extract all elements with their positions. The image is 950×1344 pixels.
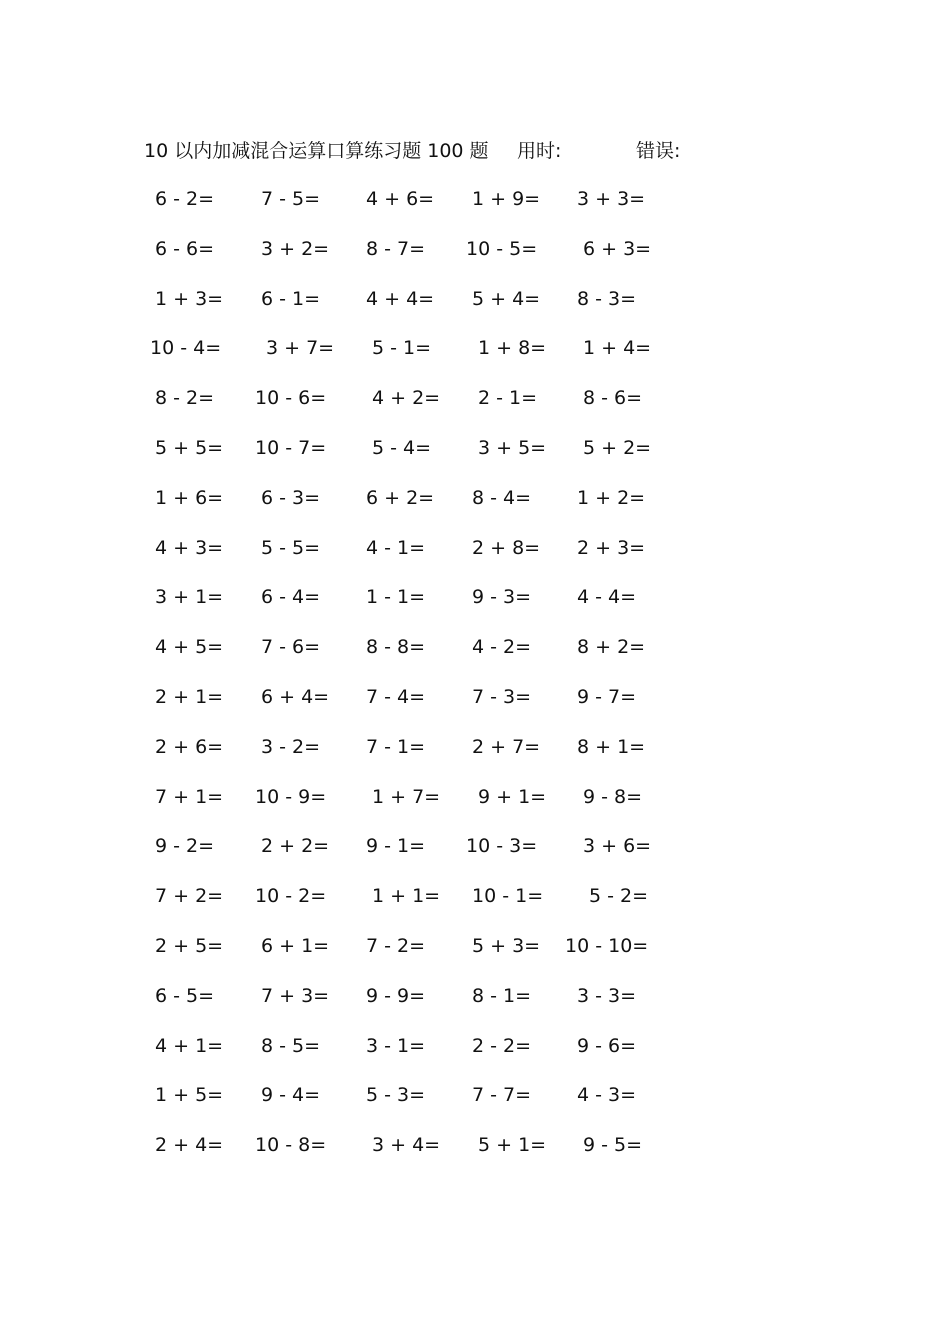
problem-r14-c5: 3 + 6= (583, 835, 652, 857)
problem-r2-c2: 3 + 2= (261, 238, 330, 260)
problem-r15-c5: 5 - 2= (589, 885, 649, 907)
problem-r2-c5: 6 + 3= (583, 238, 652, 260)
problem-r17-c2: 7 + 3= (261, 985, 330, 1007)
problem-r5-c3: 4 + 2= (372, 387, 441, 409)
problem-r11-c3: 7 - 4= (366, 686, 426, 708)
problem-r8-c1: 4 + 3= (155, 537, 224, 559)
problem-r10-c1: 4 + 5= (155, 636, 224, 658)
problem-r1-c5: 3 + 3= (577, 188, 646, 210)
problem-r18-c5: 9 - 6= (577, 1035, 637, 1057)
problem-r1-c2: 7 - 5= (261, 188, 321, 210)
problem-r12-c3: 7 - 1= (366, 736, 426, 758)
problem-r14-c1: 9 - 2= (155, 835, 215, 857)
problem-r20-c2: 10 - 8= (255, 1134, 327, 1156)
problem-r11-c4: 7 - 3= (472, 686, 532, 708)
problem-r1-c3: 4 + 6= (366, 188, 435, 210)
problem-r13-c4: 9 + 1= (478, 786, 547, 808)
problem-r3-c1: 1 + 3= (155, 288, 224, 310)
problem-r10-c4: 4 - 2= (472, 636, 532, 658)
problem-r5-c2: 10 - 6= (255, 387, 327, 409)
problem-r11-c5: 9 - 7= (577, 686, 637, 708)
problem-r17-c1: 6 - 5= (155, 985, 215, 1007)
problem-r14-c2: 2 + 2= (261, 835, 330, 857)
problem-r4-c1: 10 - 4= (150, 337, 222, 359)
problem-r2-c3: 8 - 7= (366, 238, 426, 260)
problem-r12-c4: 2 + 7= (472, 736, 541, 758)
problem-r9-c1: 3 + 1= (155, 586, 224, 608)
problem-r13-c2: 10 - 9= (255, 786, 327, 808)
problem-r13-c5: 9 - 8= (583, 786, 643, 808)
time-used-label: 用时: (517, 140, 562, 162)
problem-r7-c4: 8 - 4= (472, 487, 532, 509)
problem-r13-c3: 1 + 7= (372, 786, 441, 808)
problem-r3-c5: 8 - 3= (577, 288, 637, 310)
problem-r12-c1: 2 + 6= (155, 736, 224, 758)
problem-r17-c4: 8 - 1= (472, 985, 532, 1007)
problem-r13-c1: 7 + 1= (155, 786, 224, 808)
problem-r14-c3: 9 - 1= (366, 835, 426, 857)
problem-r5-c5: 8 - 6= (583, 387, 643, 409)
problem-r19-c3: 5 - 3= (366, 1084, 426, 1106)
problem-r6-c3: 5 - 4= (372, 437, 432, 459)
problem-r19-c2: 9 - 4= (261, 1084, 321, 1106)
problem-r4-c3: 5 - 1= (372, 337, 432, 359)
problem-r8-c2: 5 - 5= (261, 537, 321, 559)
problem-r18-c2: 8 - 5= (261, 1035, 321, 1057)
problem-r2-c1: 6 - 6= (155, 238, 215, 260)
problem-r6-c1: 5 + 5= (155, 437, 224, 459)
problem-r1-c4: 1 + 9= (472, 188, 541, 210)
worksheet-title: 10 以内加减混合运算口算练习题 100 题 (144, 140, 489, 162)
problem-r5-c1: 8 - 2= (155, 387, 215, 409)
problem-r20-c1: 2 + 4= (155, 1134, 224, 1156)
problem-r7-c5: 1 + 2= (577, 487, 646, 509)
problem-r2-c4: 10 - 5= (466, 238, 538, 260)
problem-r19-c1: 1 + 5= (155, 1084, 224, 1106)
problem-r18-c1: 4 + 1= (155, 1035, 224, 1057)
problem-r9-c3: 1 - 1= (366, 586, 426, 608)
problem-r9-c2: 6 - 4= (261, 586, 321, 608)
problem-r16-c1: 2 + 5= (155, 935, 224, 957)
problem-r3-c3: 4 + 4= (366, 288, 435, 310)
problem-r15-c3: 1 + 1= (372, 885, 441, 907)
problem-r19-c4: 7 - 7= (472, 1084, 532, 1106)
problem-r1-c1: 6 - 2= (155, 188, 215, 210)
problem-r3-c2: 6 - 1= (261, 288, 321, 310)
problem-r10-c2: 7 - 6= (261, 636, 321, 658)
problem-r6-c4: 3 + 5= (478, 437, 547, 459)
problem-r20-c5: 9 - 5= (583, 1134, 643, 1156)
problem-r9-c5: 4 - 4= (577, 586, 637, 608)
problem-r4-c2: 3 + 7= (266, 337, 335, 359)
problem-r7-c1: 1 + 6= (155, 487, 224, 509)
problem-r14-c4: 10 - 3= (466, 835, 538, 857)
problem-r10-c5: 8 + 2= (577, 636, 646, 658)
problem-r18-c4: 2 - 2= (472, 1035, 532, 1057)
problem-r19-c5: 4 - 3= (577, 1084, 637, 1106)
problem-r16-c3: 7 - 2= (366, 935, 426, 957)
problem-r7-c2: 6 - 3= (261, 487, 321, 509)
problem-r12-c5: 8 + 1= (577, 736, 646, 758)
problem-r20-c3: 3 + 4= (372, 1134, 441, 1156)
problem-r17-c5: 3 - 3= (577, 985, 637, 1007)
problem-r16-c5: 10 - 10= (565, 935, 649, 957)
problem-r20-c4: 5 + 1= (478, 1134, 547, 1156)
problem-r5-c4: 2 - 1= (478, 387, 538, 409)
problem-r3-c4: 5 + 4= (472, 288, 541, 310)
problem-r15-c4: 10 - 1= (472, 885, 544, 907)
problem-r16-c4: 5 + 3= (472, 935, 541, 957)
problem-r7-c3: 6 + 2= (366, 487, 435, 509)
problem-r12-c2: 3 - 2= (261, 736, 321, 758)
problem-r4-c4: 1 + 8= (478, 337, 547, 359)
problem-r6-c5: 5 + 2= (583, 437, 652, 459)
problem-r16-c2: 6 + 1= (261, 935, 330, 957)
problem-r8-c5: 2 + 3= (577, 537, 646, 559)
problem-r4-c5: 1 + 4= (583, 337, 652, 359)
problem-r8-c3: 4 - 1= (366, 537, 426, 559)
problem-r15-c2: 10 - 2= (255, 885, 327, 907)
problem-r11-c2: 6 + 4= (261, 686, 330, 708)
problem-r9-c4: 9 - 3= (472, 586, 532, 608)
problem-r15-c1: 7 + 2= (155, 885, 224, 907)
problem-r18-c3: 3 - 1= (366, 1035, 426, 1057)
error-count-label: 错误: (636, 140, 681, 162)
problem-r17-c3: 9 - 9= (366, 985, 426, 1007)
problem-r6-c2: 10 - 7= (255, 437, 327, 459)
problem-r10-c3: 8 - 8= (366, 636, 426, 658)
problem-r11-c1: 2 + 1= (155, 686, 224, 708)
problem-r8-c4: 2 + 8= (472, 537, 541, 559)
